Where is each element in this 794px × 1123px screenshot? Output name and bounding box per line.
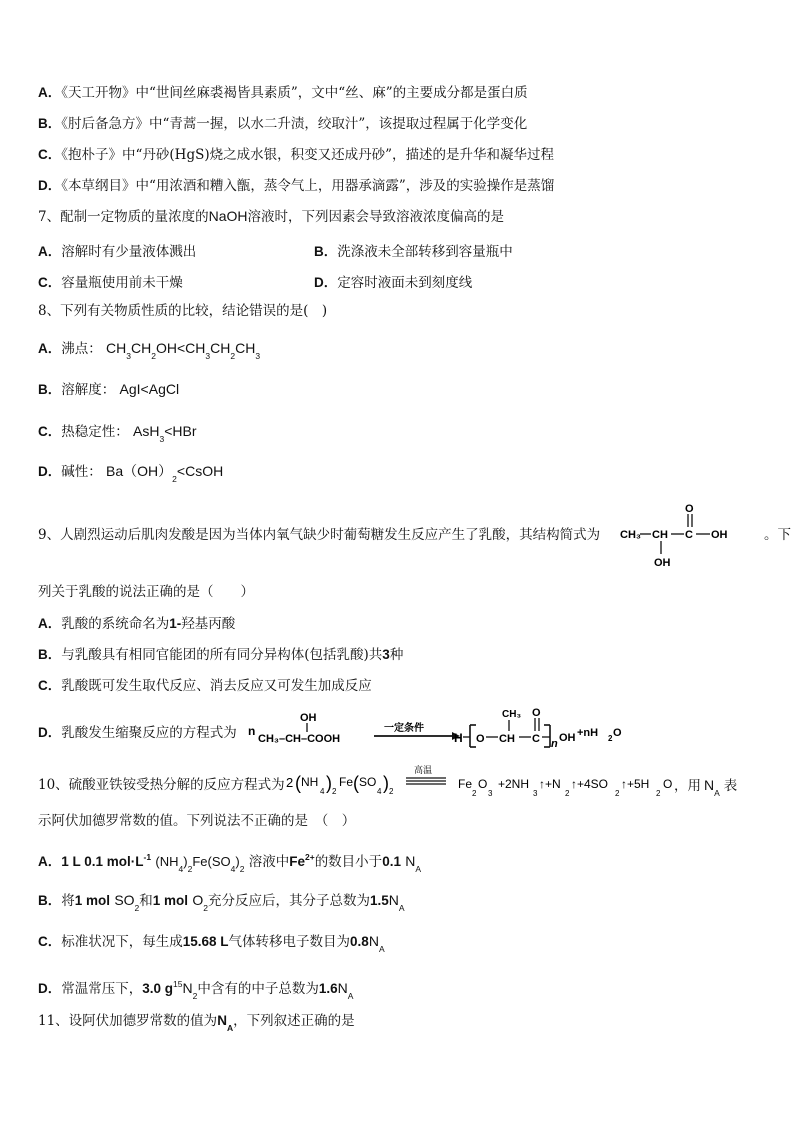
svg-text:(: ( [353,773,359,793]
eq-reactant: CH₃–CH–COOH [258,733,341,745]
q10-stem-b: ，用 $N_A$ 表 [674,777,738,798]
svg-text:n: n [551,738,558,749]
q6-option-d: D．《本草纲目》中“用浓酒和糟入甑，蒸令气上，用器承滴露”，涉及的实验操作是蒸馏 [38,178,555,194]
q8-a-formula: $CH_3CH_2OH<CH_3CH_2CH_3$ [106,340,261,361]
q8-option-a: A．沸点： $CH_3CH_2OH<CH_3CH_2CH_3$ [38,340,261,361]
svg-text:3: 3 [488,789,493,798]
svg-text:O: O [478,777,488,791]
svg-text:CH: CH [499,733,515,745]
svg-text:): ) [383,773,389,793]
q10-stem-d: 示阿伏加德罗常数的值。下列说法不正确的是 （ ） [38,813,356,829]
q9-option-b: B．与乳酸具有相同官能团的所有同分异构体(包括乳酸)共3种 [38,647,404,663]
lactic-acid-structure [618,500,764,572]
svg-text:Fe: Fe [458,777,473,791]
decomposition-equation [286,762,710,802]
svg-text:NH: NH [301,775,319,789]
svg-text:O: O [532,707,541,719]
svg-text:(: ( [295,773,301,793]
svg-text:2: 2 [608,734,613,743]
svg-text:↑+N: ↑+N [539,777,561,791]
svg-text:O: O [476,733,485,745]
q10-option-b: B．将1 mol $SO_2$和1 mol $O_2$充分反应后，其分子总数为$1.5N_A$ [38,892,405,913]
q8-stem: 8、下列有关物质性质的比较，结论错误的是( ) [38,303,328,319]
svg-text:SO: SO [359,775,377,789]
svg-text:2: 2 [472,789,477,798]
q7-option-b: B．洗涤液未全部转移到容量瓶中 [314,244,513,260]
svg-text:2: 2 [286,775,294,790]
svg-text:+2NH: +2NH [498,777,530,791]
q9-stem-line1: 9、人剧烈运动后肌肉发酸是因为当体内氧气缺少时葡萄糖发生反应产生了乳酸，其结构简式为 [38,527,601,543]
eq-reactant-oh: OH [300,712,317,724]
svg-text:): ) [326,773,332,793]
q6-option-c: C．《抱朴子》中“丹砂(HgS)烧之成水银，积变又还成丹砂”，描述的是升华和凝华过程 [38,147,554,163]
svg-text:↑+5H: ↑+5H [621,777,650,791]
struct-oh-right: OH [711,529,728,541]
q9-stem-tail: 。下 [764,527,791,543]
svg-text:2: 2 [565,789,570,798]
q7-option-d: D．定容时液面未到刻度线 [314,275,473,291]
svg-text:2: 2 [656,789,661,798]
struct-c: C [685,529,693,541]
q10-stem-a: 10、硫酸亚铁铵受热分解的反应方程式为 [38,777,285,793]
polycondensation-equation [246,703,646,749]
svg-text:3: 3 [533,789,538,798]
svg-text:CH₃: CH₃ [502,709,522,720]
svg-text:n: n [248,724,256,738]
q9-option-a: A．乳酸的系统命名为1-羟基丙酸 [38,616,236,632]
q7-option-a: A．溶解时有少量液体溅出 [38,244,197,260]
svg-text:+nH: +nH [577,727,599,739]
q6-option-b: B．《肘后备急方》中“青蒿一握，以水二升渍，绞取汁”，该提取过程属于化学变化 [38,116,528,132]
q8-option-c: C．热稳定性： AsH$_3$<HBr [38,423,197,444]
q10-option-d: D．常温常压下，3.0 $g^{15}N_2$中含有的中子总数为$1.6N_A$ [38,979,354,1001]
q8-option-b: B．溶解度： AgI<AgCl [38,381,180,398]
q9-option-d: D．乳酸发生缩聚反应的方程式为 [38,725,237,741]
svg-text:C: C [532,733,540,745]
q9-stem-line2: 列关于乳酸的说法正确的是（ ） [38,584,254,600]
svg-text:2: 2 [389,787,394,796]
q10-option-a: A．1 L 0.1 $mol\cdot L^{-1}$ $(NH_4)_2Fe(SO_4)_2$ 溶液中$Fe^{2+}$的数目小于0.1 $N_A$ [38,852,422,874]
q8-option-d: D．碱性： $Ba(OH)_2<CsOH$ [38,463,224,484]
svg-text:Fe: Fe [339,775,354,789]
svg-text:2: 2 [615,789,620,798]
q11-stem: 11、设阿伏加德罗常数的值为$N_A$，下列叙述正确的是 [38,1013,355,1033]
struct-ch3: CH₃ [620,529,641,541]
svg-text:H: H [454,731,463,745]
q9-option-c: C．乳酸既可发生取代反应、消去反应又可发生加成反应 [38,678,372,694]
svg-text:O: O [613,727,622,739]
eq-product-oh: OH [559,732,576,744]
struct-oh-down: OH [654,557,671,569]
q7-option-c: C．容量瓶使用前未干燥 [38,275,183,291]
q7-stem: 7、配制一定物质的量浓度的NaOH溶液时，下列因素会导致溶液浓度偏高的是 [38,208,504,225]
eq-heat-condition: 高温 [414,765,433,775]
svg-text:2: 2 [332,787,337,796]
svg-text:O: O [663,777,673,791]
q10-option-c: C．标准状况下，每生成15.68 L气体转移电子数目为$0.8N_A$ [38,933,385,954]
svg-text:↑+4SO: ↑+4SO [571,777,609,791]
q6-option-a: A．《天工开物》中“世间丝麻裘褐皆具素质”，文中“丝、麻”的主要成分都是蛋白质 [38,85,528,101]
struct-ch: CH [652,529,668,541]
svg-text:4: 4 [377,787,382,796]
svg-text:4: 4 [320,787,325,796]
eq-condition: 一定条件 [384,723,424,734]
struct-o: O [685,503,694,515]
